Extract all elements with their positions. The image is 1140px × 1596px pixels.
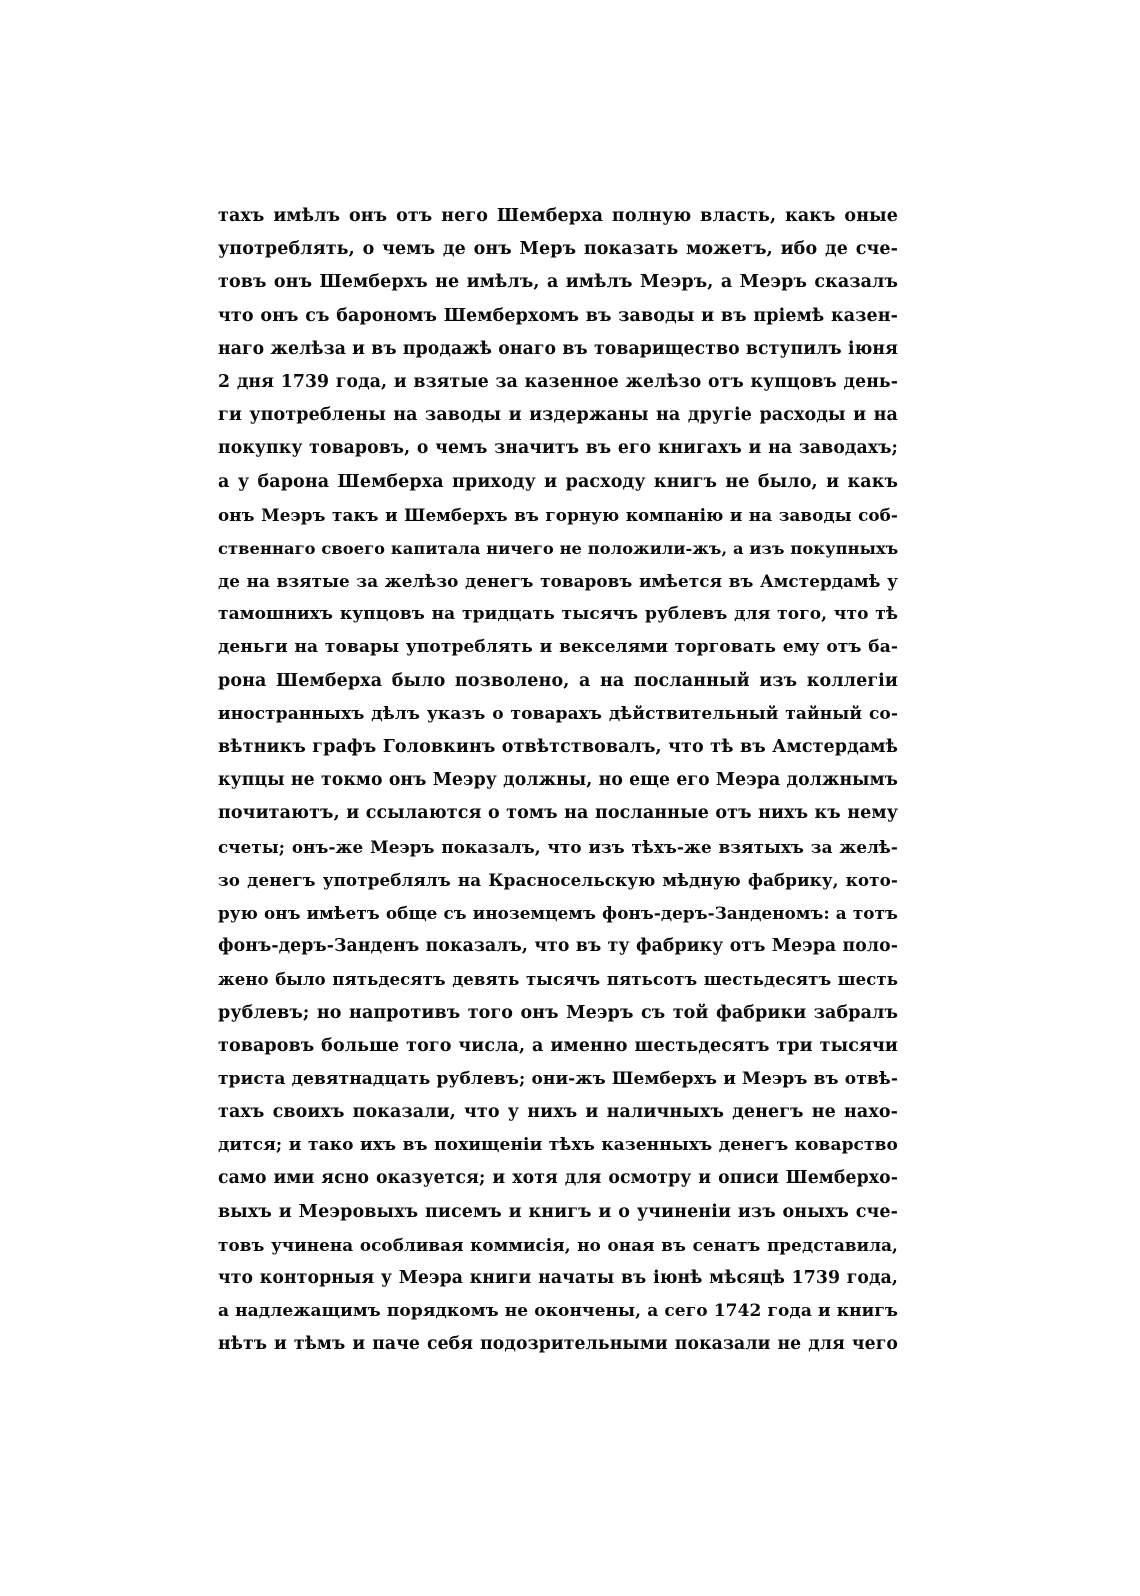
text-line: что онъ съ барономъ Шемберхомъ въ заводы и въ пріемѣ казен- [218,305,898,326]
text-line: дится; и тако ихъ въ похищеніи тѣхъ казенныхъ денегъ коварство [218,1135,898,1156]
text-line: товаровъ больше того числа, а именно шестьдесятъ три тысячи [218,1035,898,1056]
text-line: что конторныя у Меэра книги начаты въ іюнѣ мѣсяцѣ 1739 года, [218,1268,898,1288]
text-line: жено было пятьдесятъ девять тысячъ пятьсотъ шестьдесятъ шесть [218,970,898,990]
text-line: рона Шемберха было позволено, а на посланный изъ коллегіи [218,670,898,691]
text-line: деньги на товары употреблять и векселями торговать ему отъ ба- [218,637,898,658]
text-line: покупку товаровъ, о чемъ значитъ въ его книгахъ и на заводахъ; [218,438,898,459]
text-line: онъ Меэръ такъ и Шемберхъ въ горную компанію и на заводы соб- [218,504,898,525]
text-line: выхъ и Меэровыхъ писемъ и книгъ и о учиненіи изъ оныхъ сче- [218,1201,898,1222]
text-line: товъ учинена особливая коммисія, но оная въ сенатъ представила, [218,1234,898,1255]
text-line: ственнаго своего капитала ничего не положили-жъ, а изъ покупныхъ [218,538,899,558]
text-line: де на взятые за желѣзо денегъ товаровъ имѣется въ Амстердамѣ у [218,571,898,592]
text-line: рублевъ; но напротивъ того онъ Меэръ съ той фабрики забралъ [218,1002,898,1023]
text-line: тахъ имѣлъ онъ отъ него Шемберха полную власть, какъ оные [218,206,898,226]
text-line: вѣтникъ графъ Головкинъ отвѣтствовалъ, что тѣ въ Амстердамѣ [218,737,898,757]
text-line: тамошнихъ купцовъ на тридцать тысячъ рублевъ для того, что тѣ [218,604,898,625]
text-line: а у барона Шемберха приходу и расходу книгъ не было, и какъ [218,471,898,492]
text-line: само ими ясно оказуется; и хотя для осмотру и описи Шемберхо- [218,1168,898,1189]
text-line: фонъ-деръ-Занденъ показалъ, что въ ту фабрику отъ Меэра поло- [218,936,898,957]
text-line: тахъ своихъ показали, что у нихъ и наличныхъ денегъ не нахо- [218,1102,898,1123]
text-line: ги употреблены на заводы и издержаны на другіе расходы и на [218,405,898,426]
text-line: купцы не токмо онъ Меэру должны, но еще его Меэра должнымъ [218,770,898,791]
text-line: иностранныхъ дѣлъ указъ о товарахъ дѣйствительный тайный со- [218,703,898,724]
text-line: употреблять, о чемъ де онъ Меръ показать можетъ, ибо де сче- [218,239,898,260]
text-line: нѣтъ и тѣмъ и паче себя подозрительными показали не для чего [218,1334,898,1355]
text-line: 2 дня 1739 года, и взятые за казенное желѣзо отъ купцовъ день- [218,371,898,392]
text-line: товъ онъ Шемберхъ не имѣлъ, а имѣлъ Меэръ, а Меэръ сказалъ [218,272,898,293]
text-line: почитаютъ, и ссылаются о томъ на посланные отъ нихъ къ нему [218,803,898,824]
text-line: триста девятнадцать рублевъ; они-жъ Шемберхъ и Меэръ въ отвѣ- [218,1068,898,1089]
text-line: счеты; онъ-же Меэръ показалъ, что изъ тѣхъ-же взятыхъ за желѣ- [218,836,898,857]
text-line: зо денегъ употреблялъ на Красносельскую мѣдную фабрику, кото- [218,869,898,890]
body-text [218,200,898,1362]
text-line: рую онъ имѣетъ обще съ иноземцемъ фонъ-деръ-Занденомъ: а тотъ [218,902,898,923]
text-line: а надлежащимъ порядкомъ не окончены, а сего 1742 года и книгъ [218,1301,898,1322]
text-line: наго желѣза и въ продажѣ онаго въ товарищество вступилъ іюня [218,338,898,359]
